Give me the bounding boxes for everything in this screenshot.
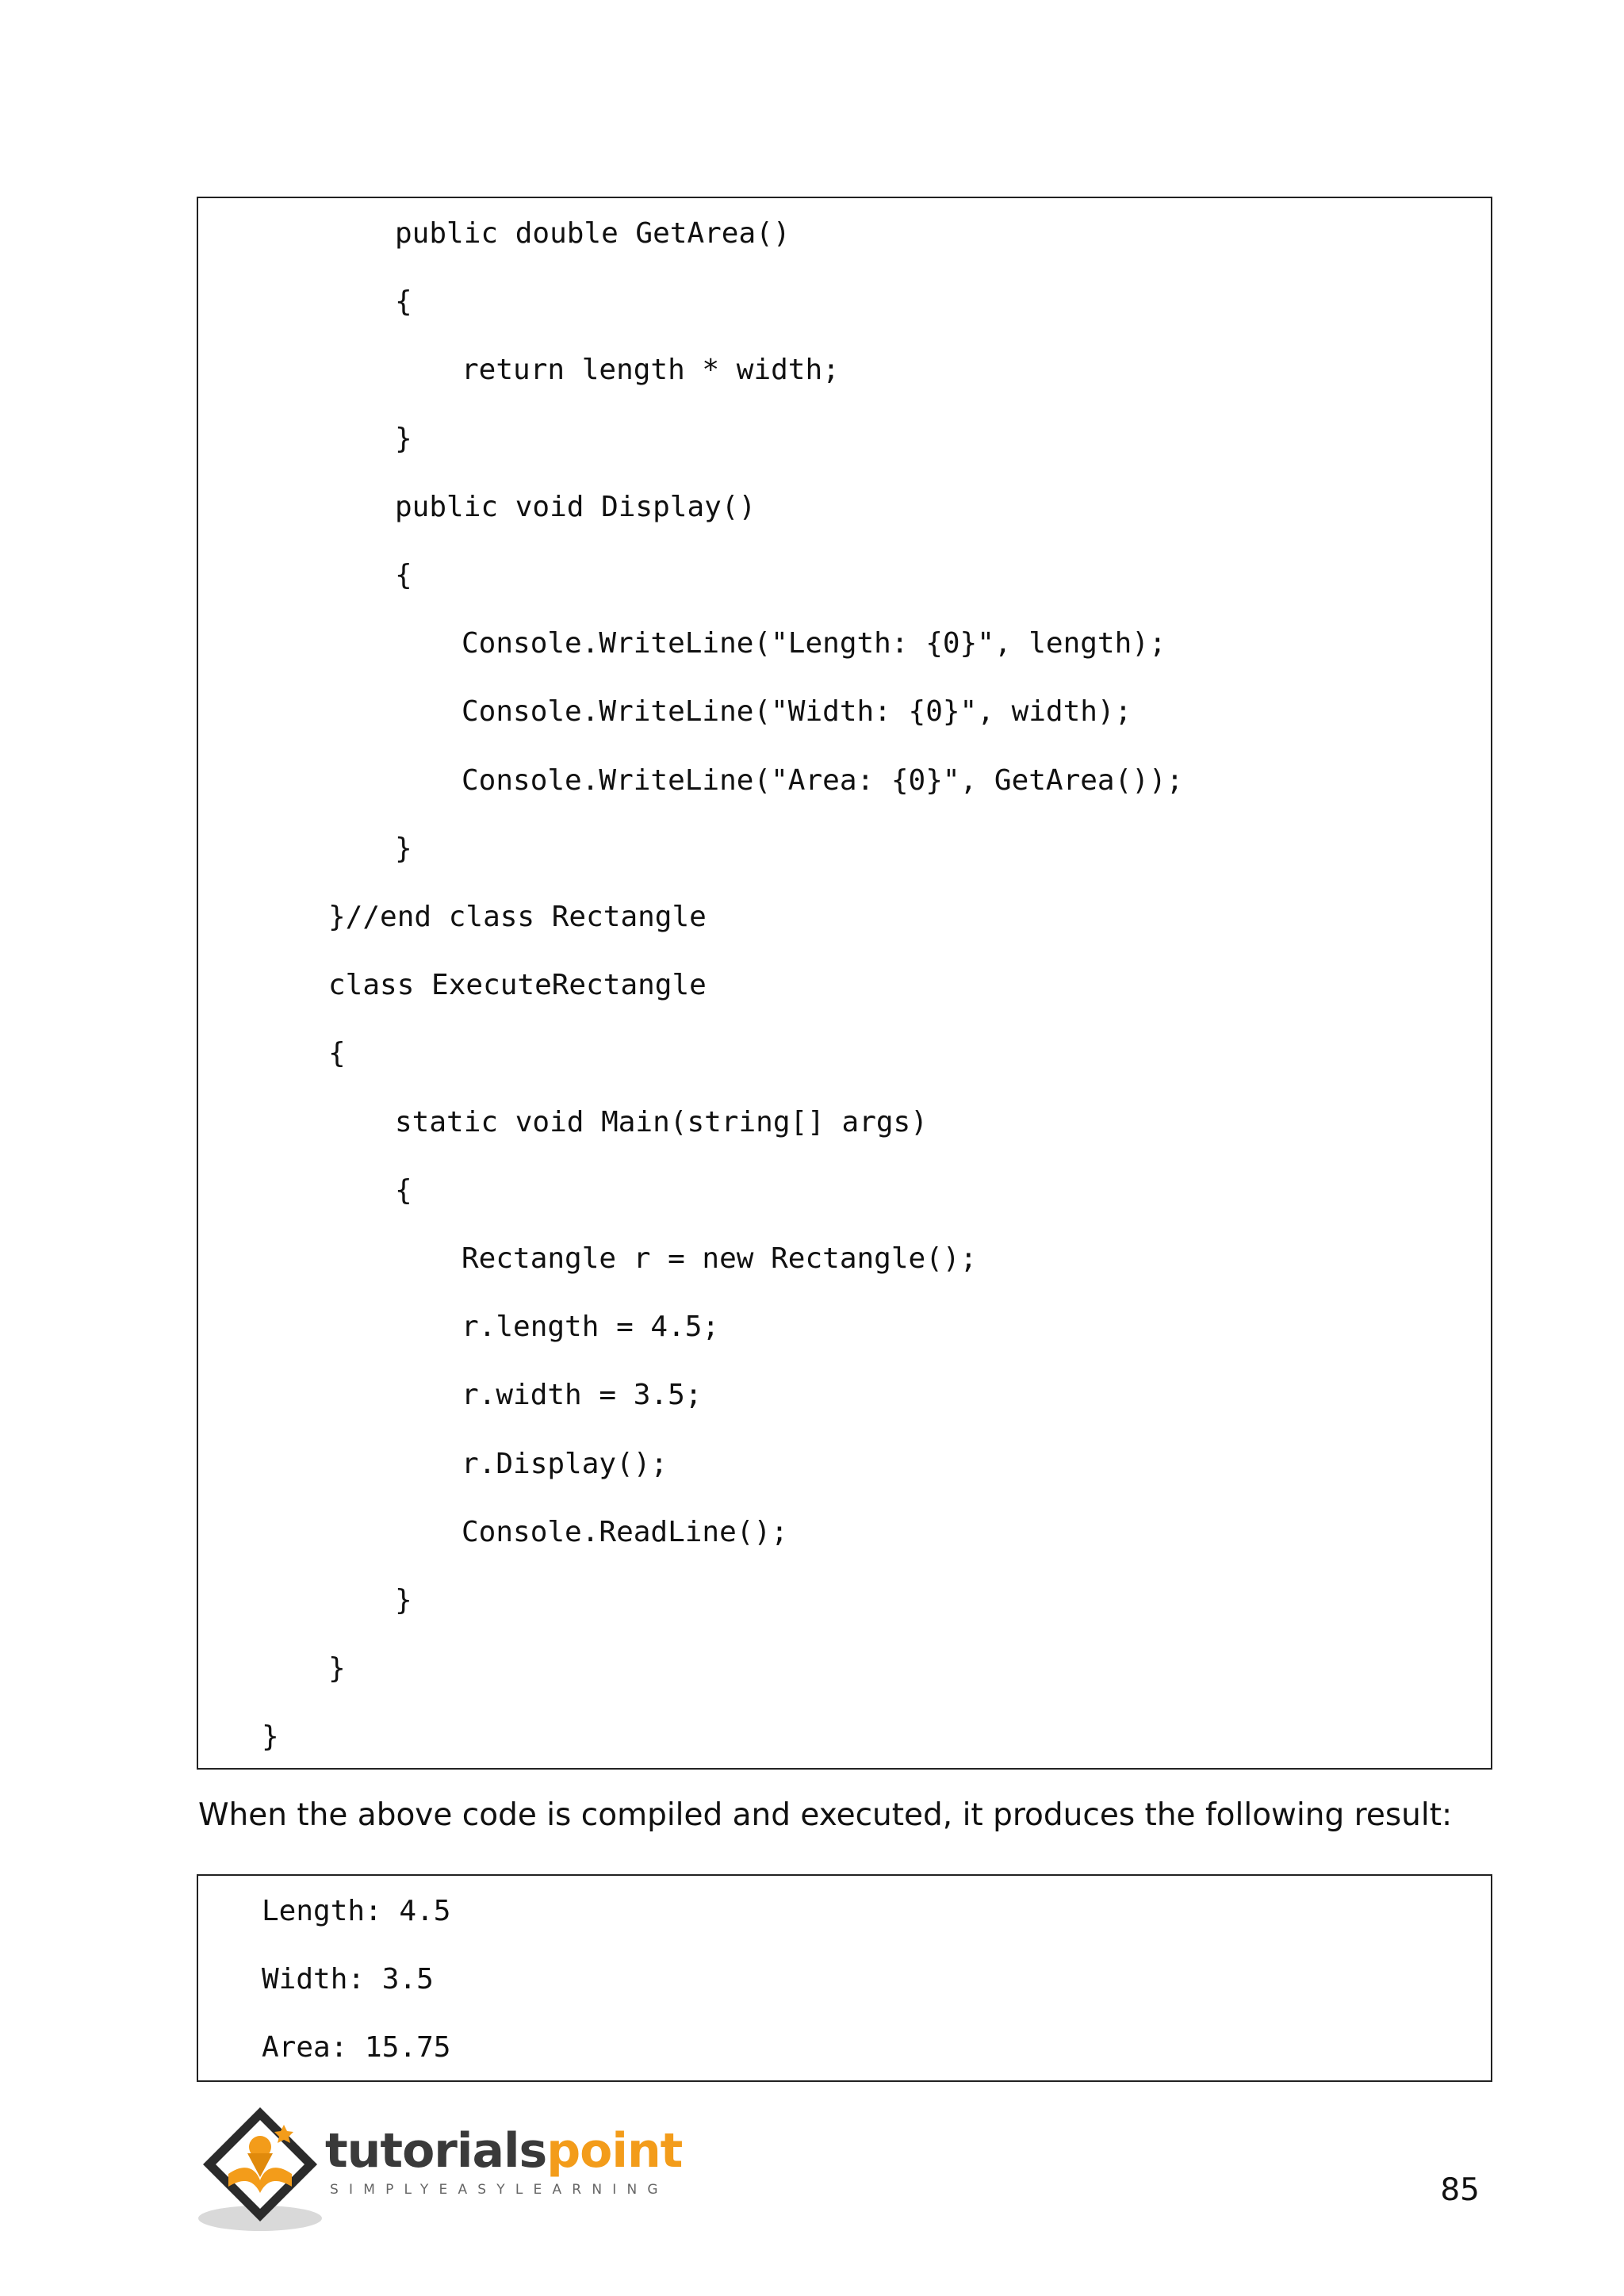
code-line: Console.ReadLine();	[462, 1515, 788, 1548]
code-line: Rectangle r = new Rectangle();	[462, 1242, 978, 1275]
code-listing-box	[197, 197, 1492, 1770]
code-line: return length * width;	[462, 354, 840, 387]
logo-emblem-icon	[197, 2101, 324, 2236]
logo-word-tutorials: tutorials	[325, 2123, 547, 2179]
code-line: }	[395, 832, 412, 865]
logo-wordmark	[325, 2123, 682, 2179]
code-line: public void Display()	[395, 490, 756, 523]
code-line: {	[328, 1037, 346, 1070]
code-line: }	[328, 1652, 346, 1686]
program-output-box	[197, 1874, 1492, 2082]
code-line: }	[262, 1720, 279, 1754]
code-line: Length: 4.5	[262, 1895, 451, 1927]
code-line: Console.WriteLine("Area: {0}", GetArea());	[462, 763, 1184, 797]
code-line: Console.WriteLine("Length: {0}", length);	[462, 627, 1166, 660]
code-line: {	[395, 1173, 412, 1207]
code-line: {	[395, 285, 412, 319]
code-line: static void Main(string[] args)	[395, 1105, 928, 1138]
code-line: Console.WriteLine("Width: {0}", width);	[462, 695, 1132, 729]
code-line: r.Display();	[462, 1447, 668, 1480]
code-line: {	[395, 559, 412, 591]
code-line: Width: 3.5	[262, 1963, 434, 1996]
code-line: r.width = 3.5;	[462, 1379, 703, 1412]
code-line: class ExecuteRectangle	[328, 969, 707, 1002]
page-number: 85	[1440, 2172, 1480, 2208]
code-line: r.length = 4.5;	[462, 1311, 720, 1344]
logo-tagline: SIMPLYEASYLEARNING	[330, 2182, 668, 2198]
code-line: }//end class Rectangle	[328, 901, 707, 933]
code-line: }	[395, 422, 412, 455]
code-line: }	[395, 1584, 412, 1617]
tutorialspoint-logo	[197, 2101, 683, 2236]
code-line: public double GetArea()	[395, 217, 791, 250]
code-line: Area: 15.75	[262, 2031, 451, 2064]
logo-word-point: point	[546, 2123, 683, 2179]
result-intro-text: When the above code is compiled and executed, it produces the following result:	[198, 1797, 1453, 1833]
